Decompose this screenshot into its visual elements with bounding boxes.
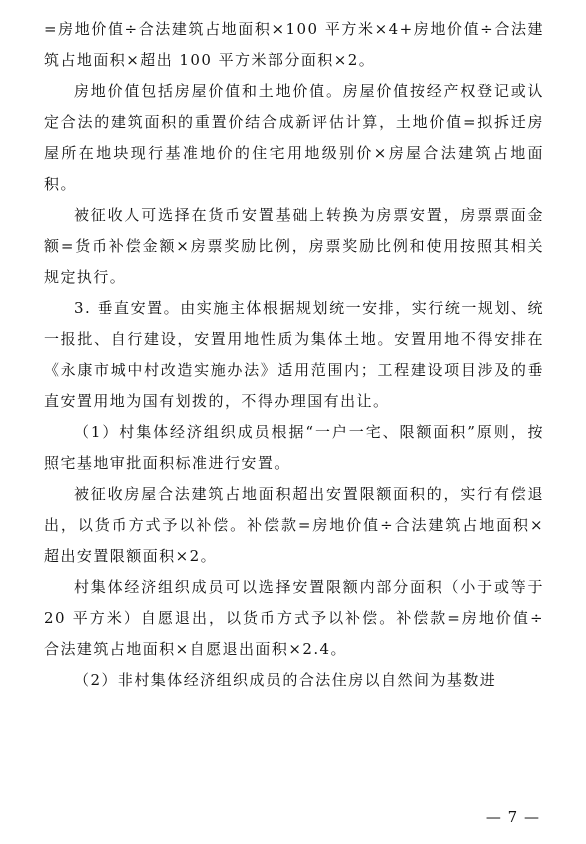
paragraph-item-2: （2）非村集体经济组织成员的合法住房以自然间为基数进 [74,671,497,689]
paragraph-excess-area: 被征收房屋合法建筑占地面积超出安置限额面积的，实行有偿退出，以货币方式予以补偿。补偿款=房地价值÷合法建筑占地面积×超出安置限额面积×2。 [44,485,544,565]
paragraph-housing-voucher: 被征收人可选择在货币安置基础上转换为房票安置，房票票面金额=货币补偿金额×房票奖励比例，房票奖励比例和使用按照其相关规定执行。 [44,206,544,286]
document-body [44,14,544,696]
paragraph-formula-continuation: =房地价值÷合法建筑占地面积×100 平方米×4+房地价值÷合法建筑占地面积×超出 100 平方米部分面积×2。 [44,20,544,69]
paragraph-property-value: 房地价值包括房屋价值和土地价值。房屋价值按经产权登记或认定合法的建筑面积的重置价结合成新评估计算，土地价值=拟拆迁房屋所在地块现行基准地价的住宅用地级别价×房屋合法建筑占地面积。 [44,82,544,193]
paragraph-voluntary-withdrawal: 村集体经济组织成员可以选择安置限额内部分面积（小于或等于 20 平方米）自愿退出，以货币方式予以补偿。补偿款=房地价值÷合法建筑占地面积×自愿退出面积×2.4。 [44,578,544,658]
paragraph-item-1: （1）村集体经济组织成员根据“一户一宅、限额面积”原则，按照宅基地审批面积标准进行安置。 [44,423,544,472]
paragraph-vertical-resettlement: 3. 垂直安置。由实施主体根据规划统一安排，实行统一规划、统一报批、自行建设，安置用地性质为集体土地。安置用地不得安排在《永康市城中村改造实施办法》适用范围内；工程建设项目涉及的垂直安置用地为国有划拨的，不得办理国有出让。 [44,299,544,410]
page-number: — 7 — [485,808,540,826]
